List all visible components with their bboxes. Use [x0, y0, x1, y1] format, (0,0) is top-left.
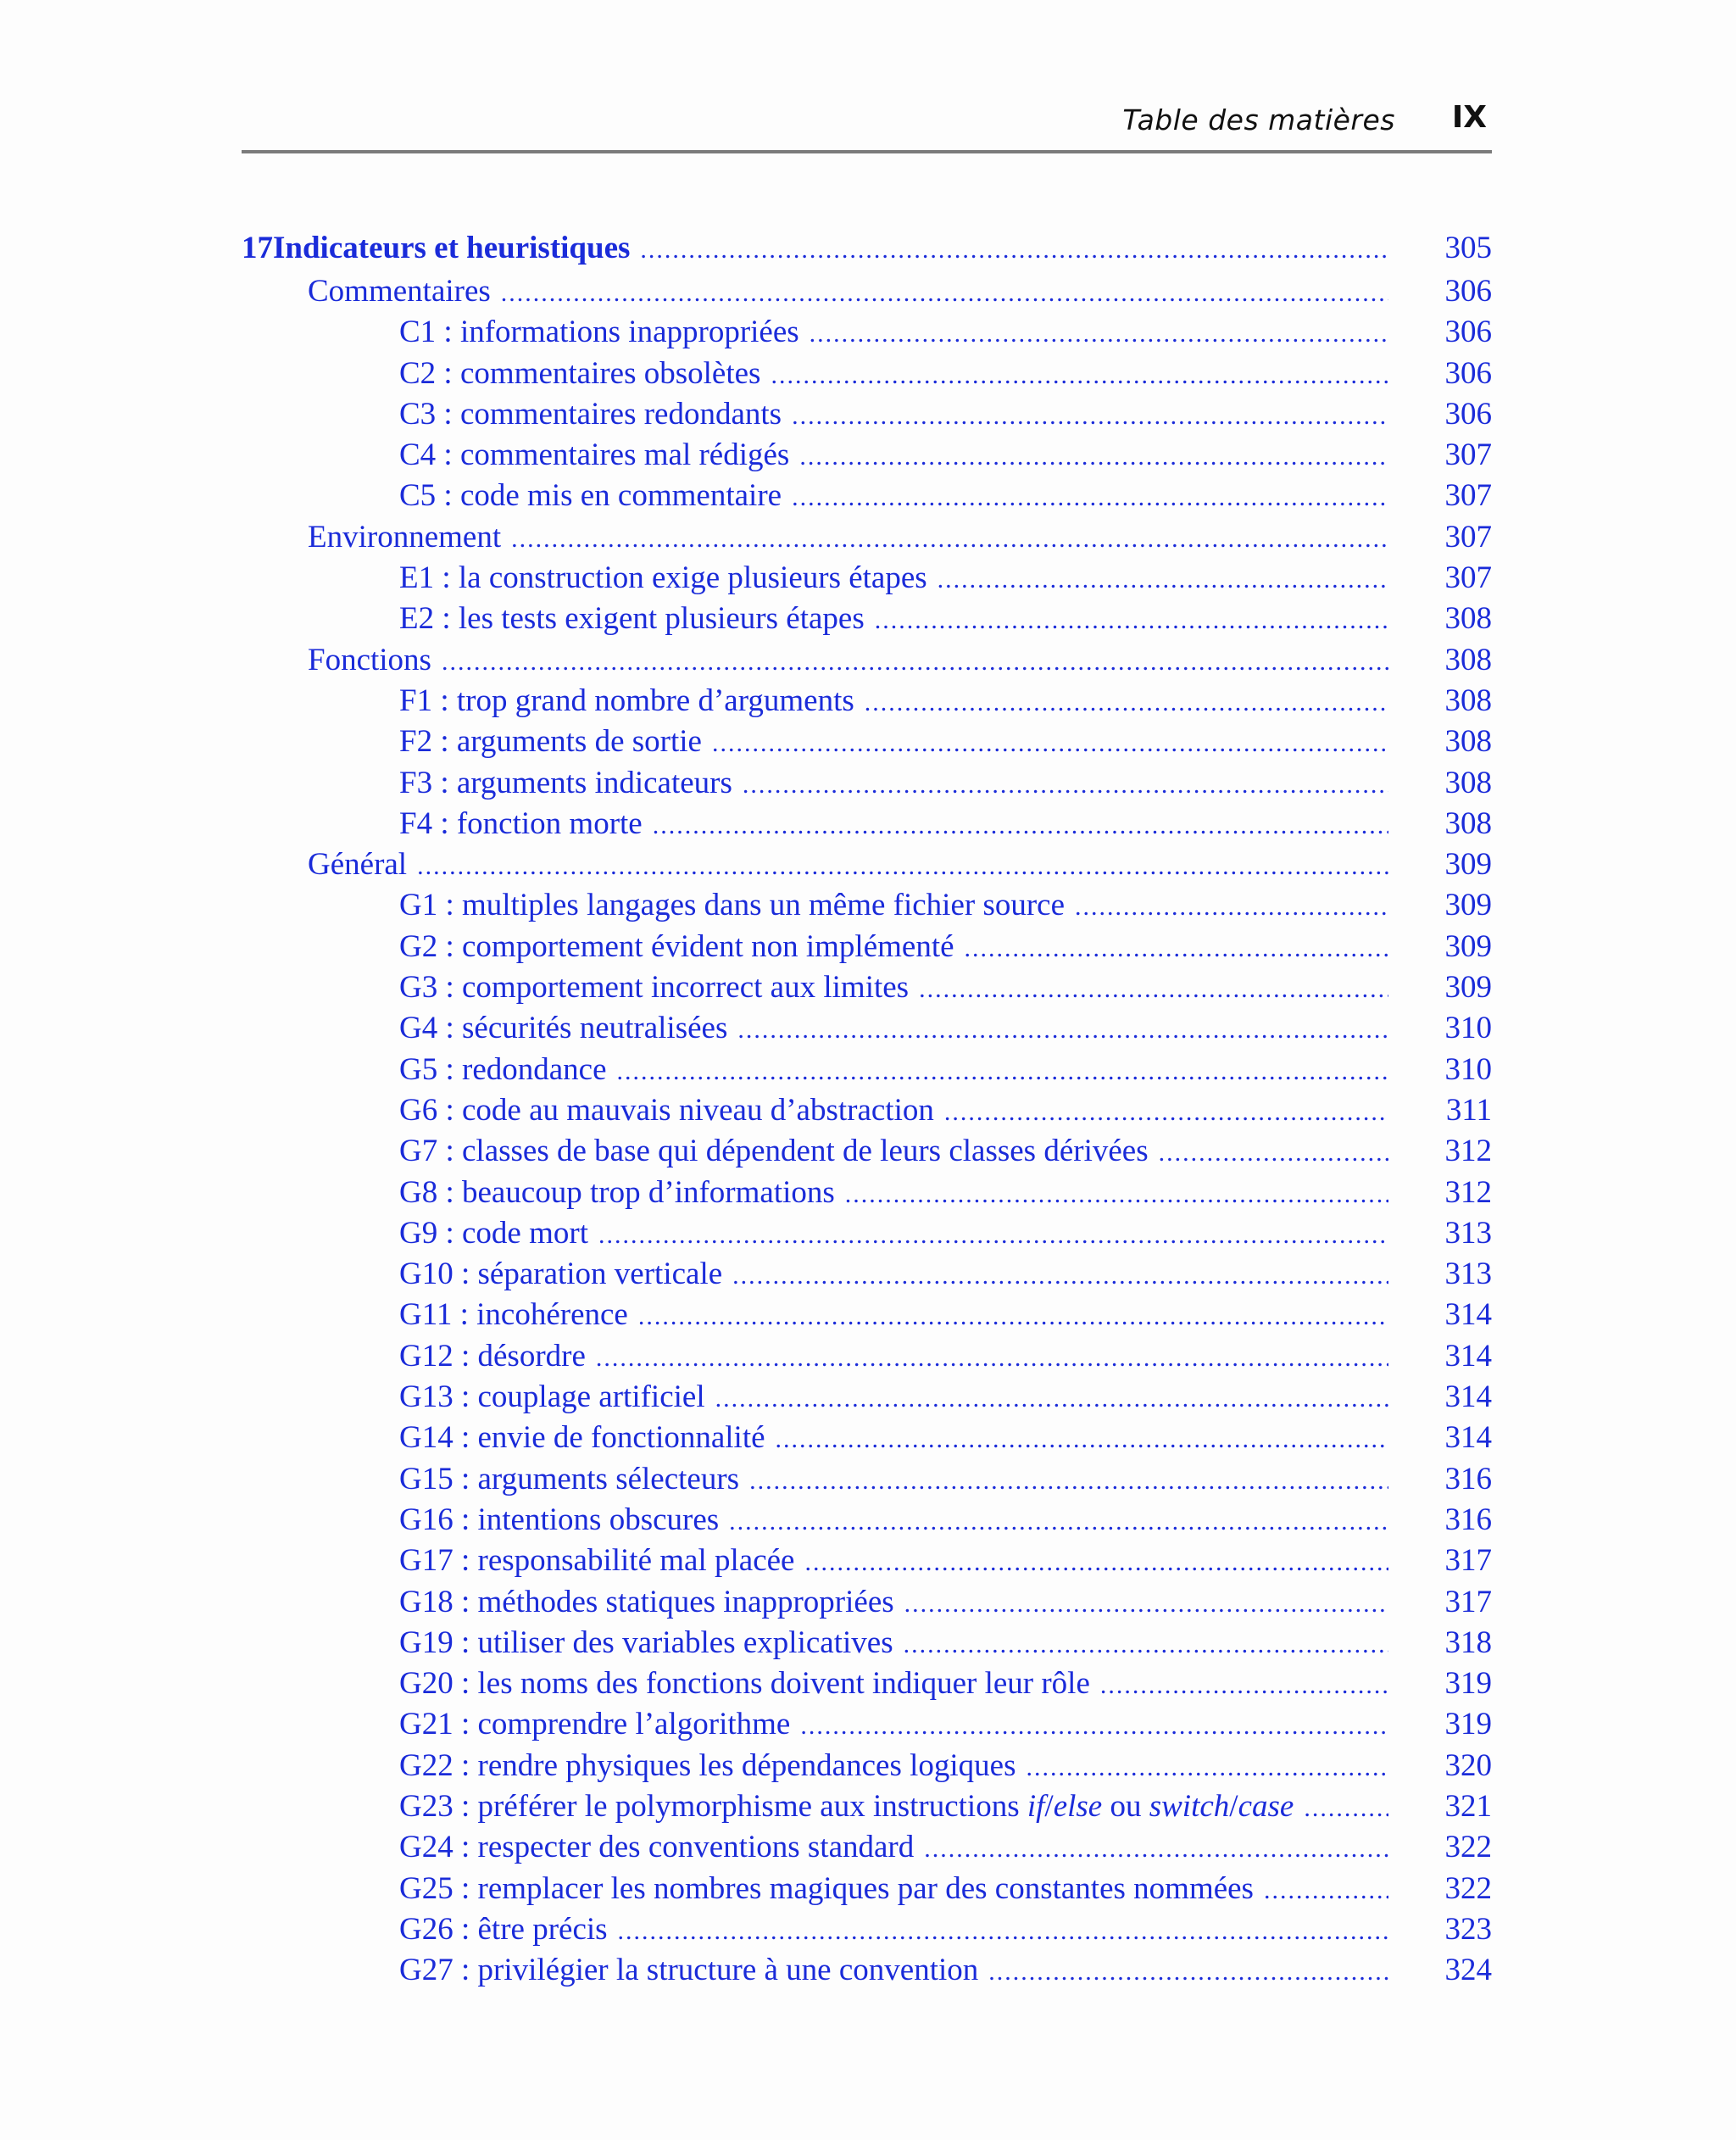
dot-leader	[1304, 1788, 1388, 1829]
toc-item-entry[interactable]	[242, 558, 1492, 599]
dot-leader	[732, 1256, 1388, 1296]
item-page-number: 308	[1444, 765, 1492, 800]
item-page-number: 308	[1444, 805, 1492, 841]
dot-leader	[743, 765, 1388, 805]
dot-leader	[938, 560, 1388, 600]
dot-leader	[638, 1296, 1388, 1337]
running-head-title: Table des matières	[1122, 103, 1395, 137]
item-page-number: 322	[1444, 1870, 1492, 1906]
toc-item-entry[interactable]	[242, 763, 1492, 804]
item-page-number: 317	[1444, 1584, 1492, 1619]
item-title: G16 : intentions obscures	[399, 1502, 720, 1537]
toc-item-entry[interactable]	[242, 1459, 1492, 1500]
keyword-text: else	[1053, 1788, 1103, 1824]
toc-item-entry[interactable]	[242, 354, 1492, 394]
dot-leader	[501, 273, 1388, 314]
item-title: G8 : beaucoup trop d’informations	[399, 1174, 835, 1210]
item-page-number: 314	[1444, 1338, 1492, 1374]
toc-item-entry[interactable]	[242, 1950, 1492, 1991]
item-page-number: 308	[1444, 724, 1492, 760]
item-page-number: 314	[1444, 1420, 1492, 1456]
toc-item-entry[interactable]	[242, 312, 1492, 353]
dot-leader	[776, 1419, 1388, 1460]
item-page-number: 310	[1444, 1051, 1492, 1087]
dot-leader	[598, 1215, 1388, 1256]
dot-leader	[965, 928, 1388, 969]
item-page-number: 309	[1444, 928, 1492, 964]
item-title: G15 : arguments sélecteurs	[399, 1461, 740, 1496]
dot-leader	[749, 1461, 1388, 1502]
header-rule	[242, 150, 1492, 153]
item-title	[399, 1786, 1294, 1827]
item-title: C3 : commentaires redondants	[399, 396, 782, 432]
item-title: G26 : être précis	[399, 1911, 608, 1947]
toc-item-entry[interactable]	[242, 722, 1492, 762]
dot-leader	[715, 1379, 1388, 1419]
item-title: G13 : couplage artificiel	[399, 1379, 705, 1415]
toc-section-entry[interactable]	[242, 640, 1492, 681]
item-page-number: 308	[1444, 683, 1492, 718]
toc-item-entry[interactable]	[242, 1541, 1492, 1581]
dot-leader	[904, 1625, 1388, 1665]
dot-leader	[924, 1829, 1388, 1870]
toc-section-entry[interactable]	[242, 517, 1492, 558]
item-title: G1 : multiples langages dans un même fichier source	[399, 888, 1066, 923]
dot-leader	[1100, 1665, 1388, 1706]
toc-item-entry[interactable]	[242, 1336, 1492, 1377]
toc-item-entry[interactable]	[242, 1254, 1492, 1295]
keyword-text: switch	[1149, 1788, 1230, 1824]
toc-item-entry[interactable]	[242, 1173, 1492, 1213]
dot-leader	[771, 355, 1388, 396]
toc-item-entry[interactable]	[242, 435, 1492, 476]
item-page-number: 311	[1445, 1092, 1492, 1128]
section-title: Environnement	[308, 519, 502, 555]
dot-leader	[845, 1174, 1388, 1215]
dot-leader	[1159, 1133, 1388, 1173]
toc-item-entry[interactable]	[242, 1869, 1492, 1909]
toc-item-entry[interactable]	[242, 1377, 1492, 1418]
keyword-text: if	[1027, 1788, 1045, 1824]
dot-leader	[988, 1952, 1388, 1992]
chapter-title: Indicateurs et heuristiques	[273, 231, 631, 265]
item-title-part: /	[1229, 1788, 1238, 1824]
chapter-number: 17	[242, 231, 273, 265]
toc-item-entry[interactable]	[242, 394, 1492, 435]
chapter-page-number: 305	[1444, 231, 1492, 265]
item-title: G18 : méthodes statiques inappropriées	[399, 1584, 894, 1619]
running-head	[242, 100, 1492, 139]
toc-item-entry[interactable]	[242, 927, 1492, 967]
item-page-number: 321	[1444, 1788, 1492, 1824]
item-title-part: G23 : préférer le polymorphisme aux instructions	[399, 1788, 1027, 1824]
item-page-number: 309	[1444, 888, 1492, 923]
section-page-number: 306	[1444, 274, 1492, 309]
toc-item-entry[interactable]	[242, 1786, 1492, 1827]
item-title: G10 : séparation verticale	[399, 1257, 723, 1292]
item-page-number: 306	[1444, 315, 1492, 350]
dot-leader	[442, 642, 1388, 683]
toc-item-entry[interactable]	[242, 1090, 1492, 1131]
toc-item-entry[interactable]	[242, 1500, 1492, 1541]
item-page-number: 306	[1444, 396, 1492, 432]
item-title: C4 : commentaires mal rédigés	[399, 437, 790, 473]
item-title: E2 : les tests exigent plusieurs étapes	[399, 601, 865, 637]
toc-item-entry[interactable]	[242, 1295, 1492, 1335]
toc-item-entry[interactable]	[242, 1582, 1492, 1623]
dot-leader	[800, 1706, 1388, 1747]
item-title: G19 : utiliser des variables explicatives	[399, 1625, 893, 1660]
item-title-part: ou	[1102, 1788, 1149, 1824]
item-title: G11 : incohérence	[399, 1297, 628, 1333]
dot-leader	[799, 437, 1388, 477]
item-page-number: 322	[1444, 1830, 1492, 1865]
section-title: Fonctions	[308, 642, 431, 677]
dot-leader	[737, 1010, 1388, 1050]
item-page-number: 318	[1444, 1625, 1492, 1660]
item-page-number: 312	[1444, 1134, 1492, 1169]
item-page-number: 319	[1444, 1707, 1492, 1742]
item-title: G17 : responsabilité mal placée	[399, 1543, 795, 1579]
item-page-number: 320	[1444, 1747, 1492, 1783]
item-title: G14 : envie de fonctionnalité	[399, 1420, 765, 1456]
toc-item-entry[interactable]	[242, 1664, 1492, 1704]
item-title: G25 : remplacer les nombres magiques par des constantes nommées	[399, 1870, 1254, 1906]
item-title: G4 : sécurités neutralisées	[399, 1011, 728, 1046]
item-page-number: 308	[1444, 601, 1492, 637]
toc-item-entry[interactable]	[242, 1909, 1492, 1950]
table-of-contents	[242, 226, 1492, 1991]
item-title: C1 : informations inappropriées	[399, 315, 799, 350]
item-title: F4 : fonction morte	[399, 805, 643, 841]
dot-leader	[875, 600, 1388, 641]
item-title: G20 : les noms des fonctions doivent indiquer leur rôle	[399, 1666, 1090, 1702]
item-title: G24 : respecter des conventions standard	[399, 1830, 915, 1865]
dot-leader	[792, 477, 1388, 518]
section-page-number: 307	[1444, 519, 1492, 555]
item-page-number: 307	[1444, 560, 1492, 596]
item-page-number: 314	[1444, 1379, 1492, 1415]
dot-leader	[1264, 1870, 1388, 1911]
item-title: G2 : comportement évident non implémenté	[399, 928, 954, 964]
item-page-number: 310	[1444, 1011, 1492, 1046]
toc-item-entry[interactable]	[242, 1623, 1492, 1664]
item-page-number: 317	[1444, 1543, 1492, 1579]
item-page-number: 307	[1444, 437, 1492, 473]
dot-leader	[792, 396, 1388, 437]
item-page-number: 324	[1444, 1953, 1492, 1988]
dot-leader	[904, 1584, 1388, 1625]
toc-chapter-entry[interactable]	[242, 226, 1492, 271]
keyword-text: case	[1238, 1788, 1294, 1824]
item-title: G27 : privilégier la structure à une convention	[399, 1953, 979, 1988]
item-title: G7 : classes de base qui dépendent de leurs classes dérivées	[399, 1134, 1149, 1169]
dot-leader	[944, 1092, 1388, 1133]
toc-item-entry[interactable]	[242, 1746, 1492, 1786]
item-page-number: 313	[1444, 1257, 1492, 1292]
toc-item-entry[interactable]	[242, 476, 1492, 516]
dot-leader	[596, 1338, 1388, 1379]
item-page-number: 313	[1444, 1215, 1492, 1251]
item-title: G3 : comportement incorrect aux limites	[399, 970, 910, 1006]
dot-leader	[810, 314, 1388, 354]
item-page-number: 316	[1444, 1461, 1492, 1496]
section-title: Général	[308, 847, 408, 883]
item-title-part: /	[1044, 1788, 1054, 1824]
item-title: F3 : arguments indicateurs	[399, 765, 732, 800]
toc-item-entry[interactable]	[242, 804, 1492, 844]
toc-item-entry[interactable]	[242, 1827, 1492, 1868]
item-page-number: 314	[1444, 1297, 1492, 1333]
dot-leader	[1026, 1747, 1388, 1788]
dot-leader	[919, 969, 1388, 1010]
item-page-number: 312	[1444, 1174, 1492, 1210]
toc-item-entry[interactable]	[242, 885, 1492, 926]
dot-leader	[729, 1502, 1388, 1542]
dot-leader	[417, 846, 1388, 887]
toc-item-entry[interactable]	[242, 1131, 1492, 1172]
toc-item-entry[interactable]	[242, 1418, 1492, 1458]
item-page-number: 306	[1444, 355, 1492, 391]
toc-item-entry[interactable]	[242, 599, 1492, 639]
item-title: E1 : la construction exige plusieurs étapes	[399, 560, 927, 596]
toc-item-entry[interactable]	[242, 1050, 1492, 1090]
item-title: F1 : trop grand nombre d’arguments	[399, 683, 854, 718]
toc-item-entry[interactable]	[242, 1008, 1492, 1049]
page-folio: IX	[1451, 100, 1487, 135]
item-page-number: 319	[1444, 1666, 1492, 1702]
section-title: Commentaires	[308, 274, 491, 309]
item-title: G21 : comprendre l’algorithme	[399, 1707, 791, 1742]
item-title: C2 : commentaires obsolètes	[399, 355, 761, 391]
dot-leader	[804, 1542, 1388, 1583]
item-title: G9 : code mort	[399, 1215, 588, 1251]
item-page-number: 307	[1444, 478, 1492, 514]
item-page-number: 309	[1444, 970, 1492, 1006]
section-page-number: 309	[1444, 847, 1492, 883]
dot-leader	[712, 723, 1388, 764]
item-page-number: 323	[1444, 1911, 1492, 1947]
dot-leader	[640, 227, 1388, 273]
toc-item-entry[interactable]	[242, 681, 1492, 722]
item-title: C5 : code mis en commentaire	[399, 478, 782, 514]
item-title: G6 : code au mauvais niveau d’abstraction	[399, 1092, 934, 1128]
toc-item-entry[interactable]	[242, 967, 1492, 1008]
section-page-number: 308	[1444, 642, 1492, 677]
dot-leader	[618, 1911, 1388, 1952]
item-title: F2 : arguments de sortie	[399, 724, 702, 760]
toc-section-entry[interactable]	[242, 271, 1492, 312]
item-title: G22 : rendre physiques les dépendances logiques	[399, 1747, 1016, 1783]
dot-leader	[865, 683, 1388, 723]
item-title: G12 : désordre	[399, 1338, 586, 1374]
dot-leader	[511, 519, 1388, 560]
item-title: G5 : redondance	[399, 1051, 607, 1087]
toc-item-entry[interactable]	[242, 1213, 1492, 1254]
toc-section-entry[interactable]	[242, 844, 1492, 885]
dot-leader	[653, 805, 1388, 846]
dot-leader	[1075, 887, 1388, 928]
toc-item-entry[interactable]	[242, 1704, 1492, 1745]
item-page-number: 316	[1444, 1502, 1492, 1537]
dot-leader	[617, 1051, 1388, 1092]
